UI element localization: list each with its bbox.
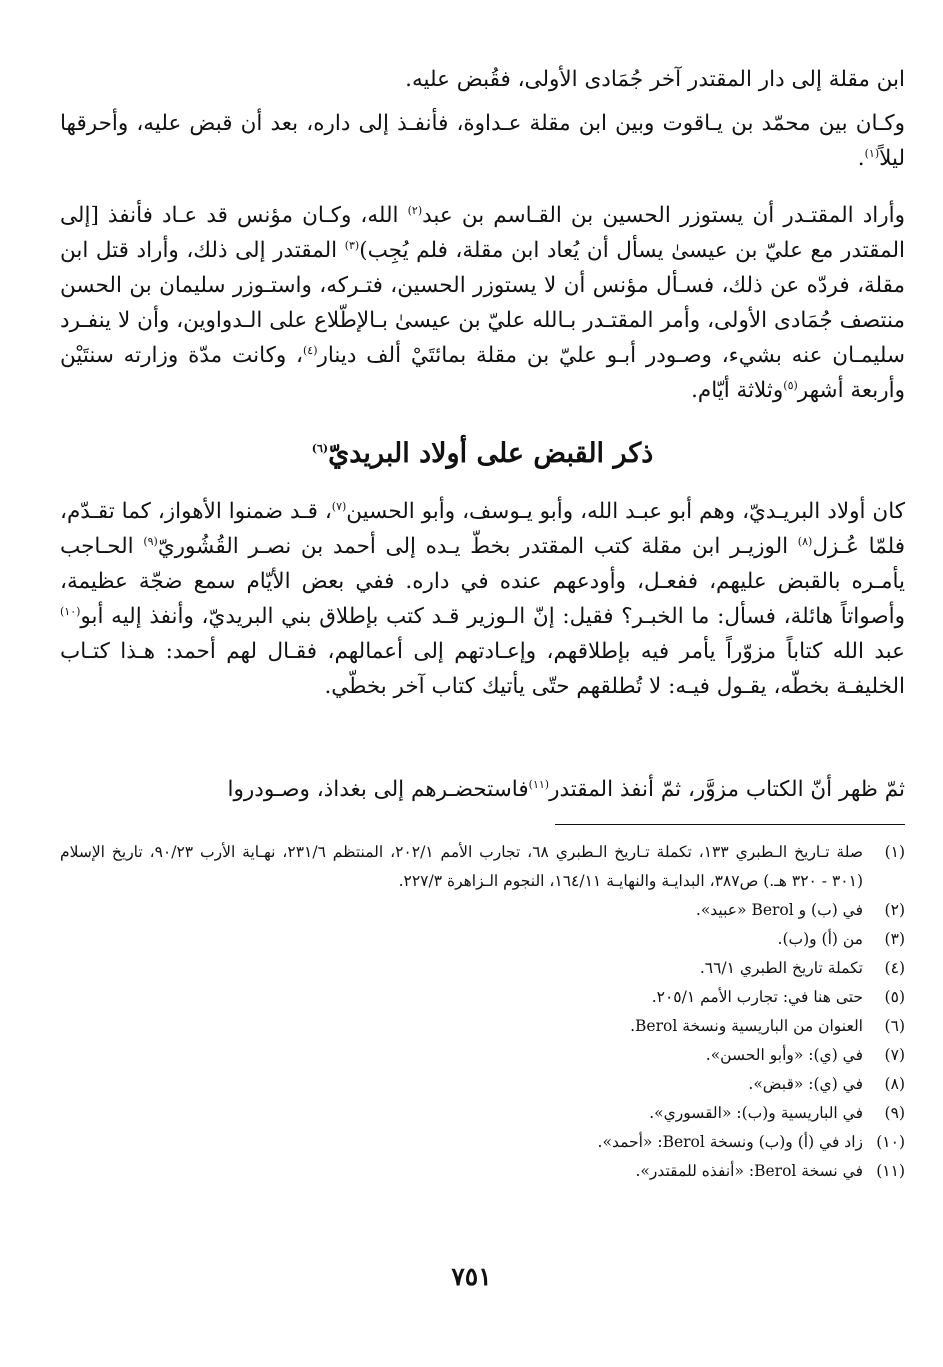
footnote-2-number: (٢) bbox=[884, 901, 905, 919]
paragraph-4 bbox=[60, 494, 905, 704]
footnote-2 bbox=[60, 896, 905, 925]
footnote-5 bbox=[60, 983, 905, 1012]
footnote-marker-1[interactable]: (١) bbox=[864, 146, 880, 160]
paragraph-3 bbox=[60, 198, 905, 408]
paragraph-3-text-a: وأراد المقتـدر أن يستوزر الحسين بن القـاسم بن عبد bbox=[422, 203, 906, 228]
footnote-10 bbox=[60, 1128, 905, 1157]
paragraph-5 bbox=[60, 772, 905, 807]
paragraph-3-text-d: ، وكانت مدّة وزارته سنتَيْن وأربعة أشهر bbox=[60, 343, 905, 403]
page-number: ٧٥١ bbox=[451, 1262, 492, 1291]
footnote-11-number: (١١) bbox=[876, 1162, 905, 1180]
footnote-marker-7[interactable]: (٧) bbox=[331, 499, 347, 513]
paragraph-4-text-b: ، قـد ضمنوا الأهواز، كما تقـدّم، فلمّا عُـزل bbox=[60, 499, 905, 559]
paragraph-5-text-a: ثمّ ظهر أنّ الكتاب مزوَّر، ثمّ أنفذ المقتدر bbox=[549, 777, 905, 802]
footnote-marker-8[interactable]: (٨) bbox=[797, 534, 813, 548]
footnote-6-text: العنوان من الباريسية ونسخة Berol. bbox=[630, 1017, 863, 1035]
paragraph-1-text: ابن مقلة إلى دار المقتدر آخر جُمَادى الأولى، فقُبض عليه. bbox=[405, 67, 905, 92]
footnote-marker-3[interactable]: (٣) bbox=[344, 238, 360, 252]
footnote-4 bbox=[60, 954, 905, 983]
footnote-marker-10[interactable]: (١٠) bbox=[60, 604, 81, 618]
footnote-1-number: (١) bbox=[884, 843, 906, 861]
footnotes bbox=[60, 838, 905, 1186]
paragraph-3-text-e: وثلاثة أيّام. bbox=[691, 378, 784, 403]
footnote-7 bbox=[60, 1041, 905, 1070]
footnote-2-text: في (ب) و Berol «عبيد». bbox=[695, 901, 863, 919]
footnote-marker-5[interactable]: (٥) bbox=[783, 378, 798, 392]
footnote-11 bbox=[60, 1157, 905, 1186]
footnote-marker-11[interactable]: (١١) bbox=[528, 777, 550, 791]
footnote-1-text: صلة تـاريخ الـطبري ١٣٣، تكملة تـاريخ الـطبري ٦٨، تجارب الأمم ٢٠٢/١، المنتظم ٢٣١/٦، نهـاية الأرب ٩٠/٢٣، تاريخ الإسلام (٣٠١ - ٣٢٠ هـ.) ص٣٨٧، البدايـة والنهايـة ١٦٤/١١، النجوم الـزاهرة ٢٢٧/٣. bbox=[60, 843, 864, 890]
section-heading bbox=[60, 434, 905, 474]
paragraph-5-text-b: فاستحضـرهم إلى بغداذ، وصـودروا bbox=[227, 777, 529, 802]
paragraph-3-text-b: الله، وكـان مؤنس قد عـاد فأنفذ [إلى المقتدر مع عليّ بن عيسىٰ يسأل أن يُعاد ابن مقلة، فلم يُجِب) bbox=[60, 203, 905, 263]
footnote-divider bbox=[555, 824, 905, 825]
footnote-10-text: زاد في (أ) و(ب) ونسخة Berol: «أحمد». bbox=[597, 1133, 863, 1151]
footnote-11-text: في نسخة Berol: «أنفذه للمقتدر». bbox=[635, 1162, 863, 1180]
paragraph-2-text: وكـان بين محمّد بن يـاقوت وبين ابن مقلة عـداوة، فأنفـذ إلى داره، بعد أن قبض عليه، وأحرقها ليلاً bbox=[60, 111, 905, 171]
footnote-3 bbox=[60, 925, 905, 954]
footnote-marker-2[interactable]: (٢) bbox=[407, 203, 423, 217]
footnote-7-text: في (ي): «وأبو الحسن». bbox=[705, 1046, 863, 1064]
footnote-8-text: في (ي): «قبض». bbox=[748, 1075, 863, 1093]
footnote-6-number: (٦) bbox=[884, 1017, 905, 1035]
paragraph-4-text-e: عبد الله كتاباً مزوّراً يأمر فيه بإطلاقهم، وإعـادتهم إلى أعمالهم، فقـال لهم أحمد: هـذا كتـاب الخليفـة بخطّه، يقـول فيـه: لا تُطلقهم حتّى يأتيك كتاب آخر بخطّي. bbox=[60, 639, 905, 699]
paragraph-3-text-c: المقتدر إلى ذلك، وأراد قتل ابن مقلة، فردّه عن ذلك، فسـأل مؤنس أن لا يستوزر الحسين، فتـركه، واستـوزر سليمان بن الحسن منتصف جُمَادى الأولى، وأمر المقتـدر بـالله عليّ بن عيسىٰ بـالإطّلاع على الـدواوين، وأن لا ينفـرد سليمـان عنه بشيء، وصـودر أبـو عليّ بن مقلة بمائتَيْ ألف دينار bbox=[60, 238, 905, 368]
footnote-3-number: (٣) bbox=[884, 930, 905, 948]
footnote-10-number: (١٠) bbox=[876, 1133, 905, 1151]
page-body bbox=[60, 62, 905, 1312]
footnote-4-text: تكملة تاريخ الطبري ٦٦/١. bbox=[699, 959, 863, 977]
footnote-5-number: (٥) bbox=[884, 988, 905, 1006]
section-heading-text: ذكر القبض على أولاد البريديّ bbox=[328, 438, 654, 469]
paragraph-4-text-d: الحـاجب يأمـره بالقبض عليهم، ففعـل، وأودعهم عنده في داره. ففي بعض الأيّام سمع ضجّة عظيمة، وأصواتاً هائلة، فسأل: ما الخبـر؟ فقيل: إنّ الـوزير قـد كتب بإطلاق بني البريديّ، وأنفذ إليه أبو bbox=[60, 534, 905, 629]
footnote-marker-6[interactable]: (٦) bbox=[311, 442, 329, 455]
footnote-8 bbox=[60, 1070, 905, 1099]
footnote-3-text: من (أ) و(ب). bbox=[777, 930, 863, 948]
footnote-9 bbox=[60, 1099, 905, 1128]
footnote-1 bbox=[60, 838, 905, 896]
footnote-marker-4[interactable]: (٤) bbox=[302, 343, 318, 357]
footnote-6 bbox=[60, 1012, 905, 1041]
paragraph-4-text-a: كان أولاد البريـديّ، وهم أبو عبـد الله، وأبو يـوسف، وأبو الحسين bbox=[346, 499, 905, 524]
footnote-9-text: في الباريسية و(ب): «القسوري». bbox=[649, 1104, 863, 1122]
footnote-marker-9[interactable]: (٩) bbox=[143, 534, 158, 548]
footnote-4-number: (٤) bbox=[884, 959, 905, 977]
footnote-7-number: (٧) bbox=[884, 1046, 905, 1064]
paragraph-2: وكـان بين محمّد بن يـاقوت وبين ابن مقلة عـداوة، فأنفـذ إلى داره، بعد أن قبض عليه، وأحرقها ليلاً$^{(١)}$. bbox=[60, 111, 905, 171]
paragraph-4-text-c: الوزيـر ابن مقلة كتب المقتدر بخطّ يـده إلى أحمد بن نصـر القُشُوريّ bbox=[157, 534, 789, 559]
footnote-8-number: (٨) bbox=[884, 1075, 905, 1093]
footnote-9-number: (٩) bbox=[884, 1104, 905, 1122]
paragraph-1 bbox=[60, 62, 905, 97]
footnote-5-text: حتى هنا في: تجارب الأمم ٢٠٥/١. bbox=[651, 988, 863, 1006]
